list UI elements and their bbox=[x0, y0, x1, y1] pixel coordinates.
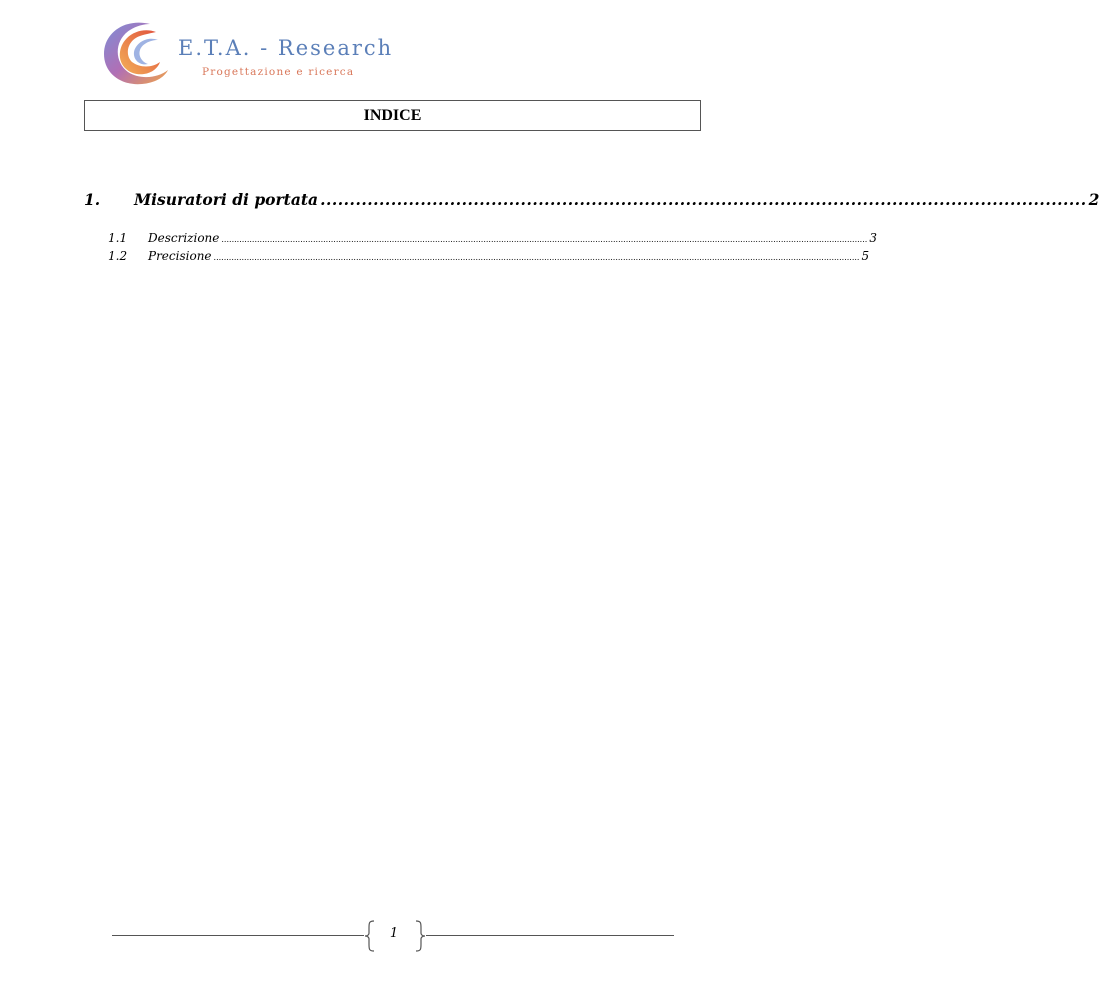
swirl-logo-icon bbox=[100, 18, 172, 88]
toc-entry-number: 1.1 bbox=[108, 231, 128, 245]
company-logo bbox=[100, 18, 400, 88]
brand-tagline: Progettazione e ricerca bbox=[202, 66, 355, 78]
toc-dot-leader: .................................................................................................................................. bbox=[320, 190, 1087, 209]
toc-entry-number: 1.2 bbox=[108, 249, 128, 263]
toc-entry-page: 3 bbox=[869, 231, 877, 245]
page-footer bbox=[112, 918, 674, 958]
toc-entry-page: 2 bbox=[1088, 190, 1099, 209]
footer-rule-right bbox=[426, 935, 674, 936]
toc-entry-sub[interactable] bbox=[108, 249, 870, 263]
page-number: 1 bbox=[389, 926, 399, 941]
index-title-box bbox=[84, 100, 701, 131]
toc-entry-number: 1. bbox=[84, 190, 101, 209]
toc-dot-leader: .............................................................................................................................................................................................................................................................. bbox=[221, 235, 868, 244]
toc-entry-title: Precisione bbox=[148, 249, 212, 263]
footer-rule-left bbox=[112, 935, 364, 936]
toc-entry-sub[interactable] bbox=[108, 231, 877, 245]
brand-name: E.T.A. - Research bbox=[178, 36, 394, 60]
toc-entry-page: 5 bbox=[861, 249, 870, 263]
toc-dot-leader: .............................................................................................................................................................................................................................................................. bbox=[213, 253, 860, 262]
right-brace-icon bbox=[414, 920, 426, 952]
toc-entry-title: Misuratori di portata bbox=[134, 190, 319, 209]
index-title: INDICE bbox=[363, 106, 422, 124]
toc-entry-title: Descrizione bbox=[148, 231, 220, 245]
toc-entry-main[interactable] bbox=[84, 190, 1099, 209]
